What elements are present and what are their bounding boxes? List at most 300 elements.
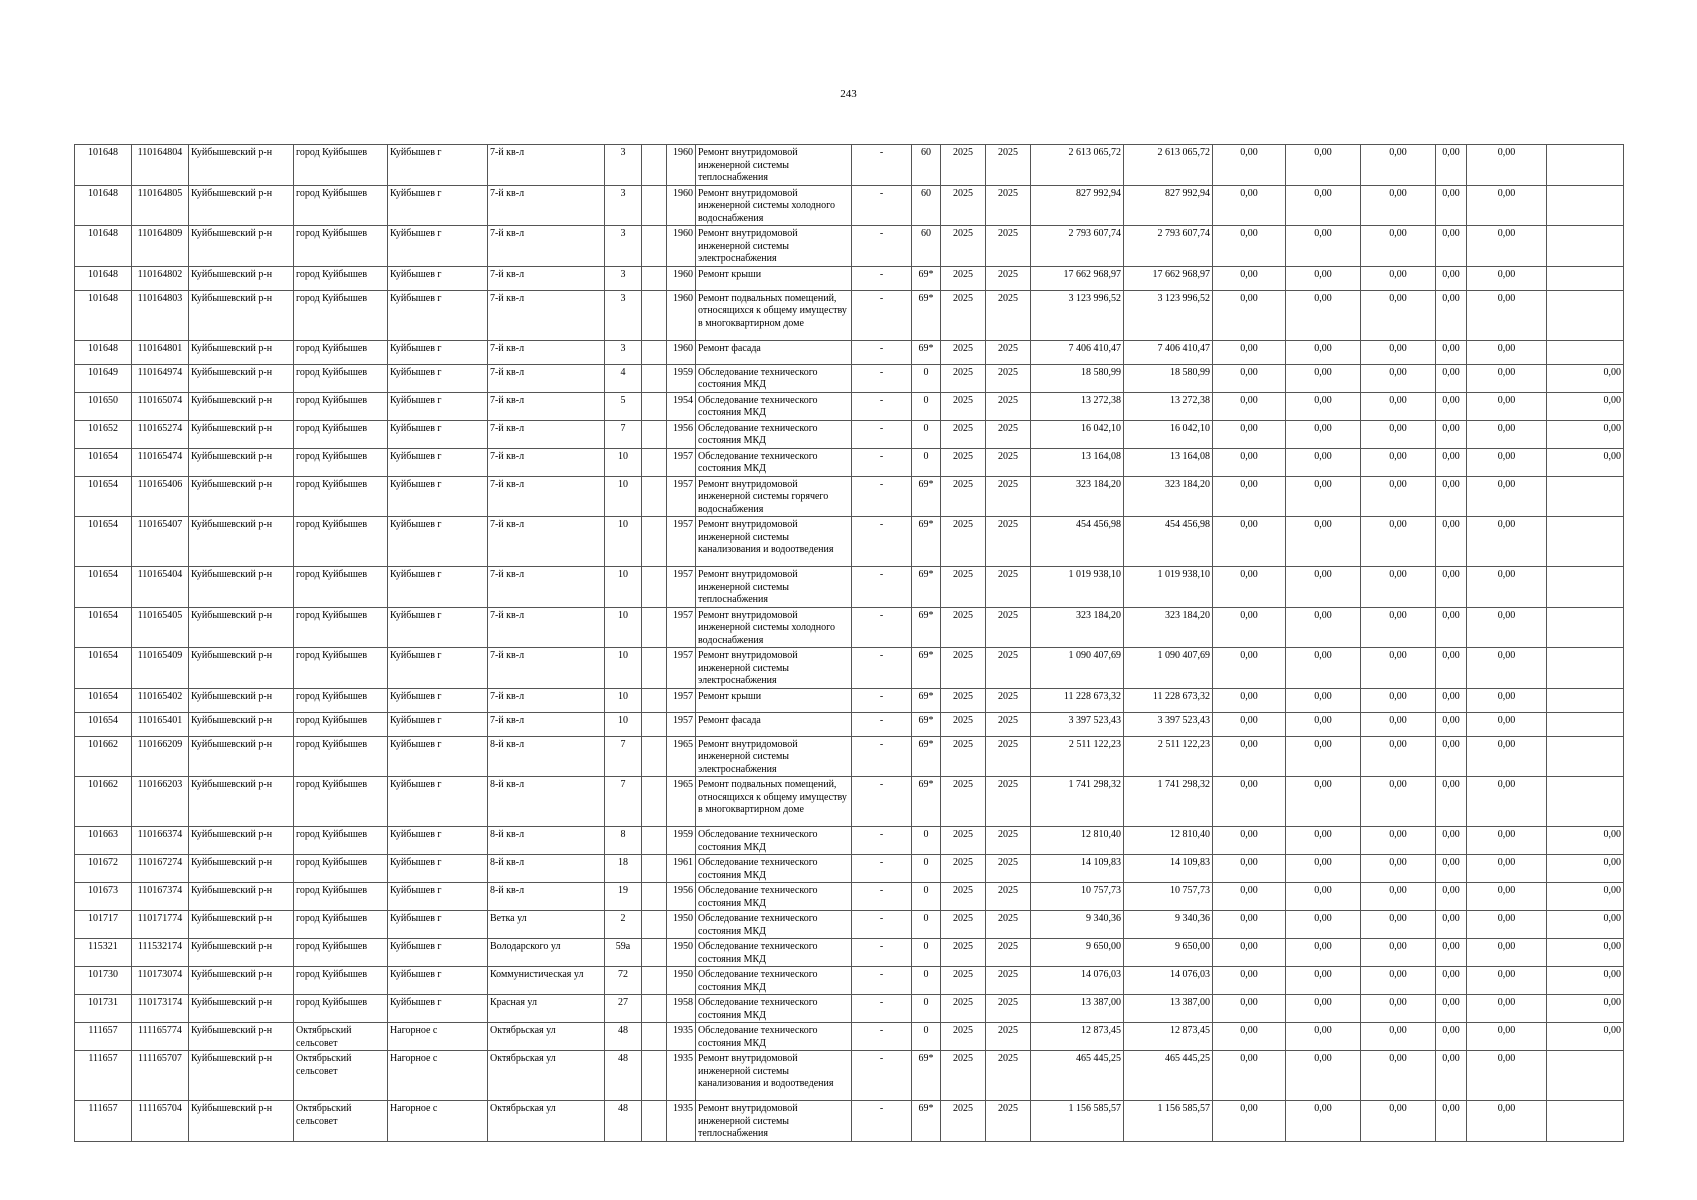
blank-cell: -: [852, 607, 912, 648]
street: Красная ул: [488, 995, 605, 1023]
building: [642, 340, 667, 364]
work-type: Обследование технического состояния МКД: [696, 392, 852, 420]
cost-column-6: [1547, 340, 1624, 364]
cost-column-5: 0,00: [1467, 736, 1547, 777]
cost-column-6: [1547, 266, 1624, 290]
total-cost: 2 511 122,23: [1031, 736, 1124, 777]
cost-column-1: 0,00: [1213, 340, 1286, 364]
year-end: 2025: [986, 145, 1031, 186]
year-start: 2025: [941, 420, 986, 448]
settlement: Куйбышев г: [388, 266, 488, 290]
district: Куйбышевский р-н: [189, 185, 294, 226]
object-id: 101717: [75, 911, 132, 939]
wear-percent: 0: [912, 1023, 941, 1051]
district: Куйбышевский р-н: [189, 340, 294, 364]
wear-percent: 69*: [912, 712, 941, 736]
total-cost: 14 109,83: [1031, 855, 1124, 883]
table-row: [75, 688, 1624, 712]
cost-column-4: 0,00: [1436, 448, 1467, 476]
building: [642, 517, 667, 567]
total-cost: 2 613 065,72: [1031, 145, 1124, 186]
total-cost: 454 456,98: [1031, 517, 1124, 567]
street: 8-й кв-л: [488, 736, 605, 777]
blank-cell: -: [852, 392, 912, 420]
blank-cell: -: [852, 1023, 912, 1051]
work-type: Ремонт внутридомовой инженерной системы канализования и водоотведения: [696, 1051, 852, 1101]
year-end: 2025: [986, 777, 1031, 827]
settlement: Куйбышев г: [388, 226, 488, 267]
year-start: 2025: [941, 939, 986, 967]
fund-cost: 14 076,03: [1124, 967, 1213, 995]
wear-percent: 0: [912, 939, 941, 967]
total-cost: 10 757,73: [1031, 883, 1124, 911]
table-row: [75, 1051, 1624, 1101]
district: Куйбышевский р-н: [189, 967, 294, 995]
cost-column-5: 0,00: [1467, 392, 1547, 420]
cost-column-1: 0,00: [1213, 266, 1286, 290]
municipality: Октябрьский сельсовет: [294, 1101, 388, 1142]
work-type: Обследование технического состояния МКД: [696, 827, 852, 855]
total-cost: 2 793 607,74: [1031, 226, 1124, 267]
settlement: Куйбышев г: [388, 364, 488, 392]
building: [642, 392, 667, 420]
municipality: город Куйбышев: [294, 827, 388, 855]
district: Куйбышевский р-н: [189, 607, 294, 648]
cost-column-2: 0,00: [1286, 736, 1361, 777]
fund-cost: 1 090 407,69: [1124, 648, 1213, 689]
fund-cost: 323 184,20: [1124, 607, 1213, 648]
wear-percent: 69*: [912, 688, 941, 712]
total-cost: 18 580,99: [1031, 364, 1124, 392]
work-type: Ремонт внутридомовой инженерной системы канализования и водоотведения: [696, 517, 852, 567]
cost-column-5: 0,00: [1467, 226, 1547, 267]
cost-column-2: 0,00: [1286, 911, 1361, 939]
street: 7-й кв-л: [488, 476, 605, 517]
year-start: 2025: [941, 883, 986, 911]
municipality: город Куйбышев: [294, 939, 388, 967]
work-id: 110164805: [132, 185, 189, 226]
table-row: [75, 855, 1624, 883]
cost-column-5: 0,00: [1467, 995, 1547, 1023]
cost-column-3: 0,00: [1361, 185, 1436, 226]
blank-cell: -: [852, 290, 912, 340]
cost-column-6: [1547, 226, 1624, 267]
settlement: Куйбышев г: [388, 145, 488, 186]
work-type: Обследование технического состояния МКД: [696, 364, 852, 392]
house-number: 19: [605, 883, 642, 911]
year-built: 1965: [667, 736, 696, 777]
blank-cell: -: [852, 777, 912, 827]
cost-column-1: 0,00: [1213, 827, 1286, 855]
municipality: город Куйбышев: [294, 364, 388, 392]
table-row: [75, 226, 1624, 267]
wear-percent: 0: [912, 911, 941, 939]
year-end: 2025: [986, 967, 1031, 995]
year-start: 2025: [941, 712, 986, 736]
cost-column-5: 0,00: [1467, 777, 1547, 827]
work-id: 110165406: [132, 476, 189, 517]
year-built: 1950: [667, 939, 696, 967]
year-built: 1957: [667, 476, 696, 517]
house-number: 7: [605, 736, 642, 777]
street: 8-й кв-л: [488, 827, 605, 855]
object-id: 101648: [75, 145, 132, 186]
cost-column-5: 0,00: [1467, 1023, 1547, 1051]
cost-column-6: [1547, 185, 1624, 226]
work-id: 110166203: [132, 777, 189, 827]
municipality: город Куйбышев: [294, 648, 388, 689]
cost-column-2: 0,00: [1286, 939, 1361, 967]
cost-column-3: 0,00: [1361, 883, 1436, 911]
street: Октябрьская ул: [488, 1101, 605, 1142]
cost-column-5: 0,00: [1467, 448, 1547, 476]
district: Куйбышевский р-н: [189, 266, 294, 290]
house-number: 8: [605, 827, 642, 855]
cost-column-4: 0,00: [1436, 939, 1467, 967]
blank-cell: -: [852, 476, 912, 517]
wear-percent: 0: [912, 392, 941, 420]
blank-cell: -: [852, 688, 912, 712]
cost-column-2: 0,00: [1286, 995, 1361, 1023]
house-number: 3: [605, 266, 642, 290]
district: Куйбышевский р-н: [189, 827, 294, 855]
year-built: 1960: [667, 340, 696, 364]
cost-column-1: 0,00: [1213, 226, 1286, 267]
cost-column-1: 0,00: [1213, 364, 1286, 392]
street: 7-й кв-л: [488, 290, 605, 340]
cost-column-1: 0,00: [1213, 185, 1286, 226]
district: Куйбышевский р-н: [189, 226, 294, 267]
fund-cost: 1 156 585,57: [1124, 1101, 1213, 1142]
work-type: Ремонт внутридомовой инженерной системы электроснабжения: [696, 648, 852, 689]
object-id: 111657: [75, 1101, 132, 1142]
year-start: 2025: [941, 648, 986, 689]
object-id: 101730: [75, 967, 132, 995]
cost-column-5: 0,00: [1467, 967, 1547, 995]
table-row: [75, 939, 1624, 967]
work-type: Ремонт внутридомовой инженерной системы электроснабжения: [696, 226, 852, 267]
fund-cost: 14 109,83: [1124, 855, 1213, 883]
work-id: 111165774: [132, 1023, 189, 1051]
blank-cell: -: [852, 145, 912, 186]
work-id: 111165707: [132, 1051, 189, 1101]
year-start: 2025: [941, 995, 986, 1023]
municipality: город Куйбышев: [294, 266, 388, 290]
wear-percent: 0: [912, 855, 941, 883]
blank-cell: -: [852, 420, 912, 448]
total-cost: 13 387,00: [1031, 995, 1124, 1023]
district: Куйбышевский р-н: [189, 290, 294, 340]
cost-column-1: 0,00: [1213, 290, 1286, 340]
cost-column-1: 0,00: [1213, 712, 1286, 736]
cost-column-1: 0,00: [1213, 883, 1286, 911]
work-id: 110164802: [132, 266, 189, 290]
total-cost: 11 228 673,32: [1031, 688, 1124, 712]
blank-cell: -: [852, 712, 912, 736]
building: [642, 939, 667, 967]
wear-percent: 69*: [912, 476, 941, 517]
year-start: 2025: [941, 266, 986, 290]
municipality: город Куйбышев: [294, 567, 388, 608]
cost-column-2: 0,00: [1286, 712, 1361, 736]
year-start: 2025: [941, 364, 986, 392]
settlement: Куйбышев г: [388, 736, 488, 777]
table-row: [75, 476, 1624, 517]
cost-column-2: 0,00: [1286, 266, 1361, 290]
object-id: 101662: [75, 736, 132, 777]
cost-column-1: 0,00: [1213, 517, 1286, 567]
house-number: 48: [605, 1023, 642, 1051]
table-row: [75, 392, 1624, 420]
cost-column-5: 0,00: [1467, 1051, 1547, 1101]
object-id: 115321: [75, 939, 132, 967]
year-end: 2025: [986, 392, 1031, 420]
cost-column-2: 0,00: [1286, 448, 1361, 476]
year-end: 2025: [986, 1023, 1031, 1051]
object-id: 101731: [75, 995, 132, 1023]
cost-column-6: [1547, 145, 1624, 186]
building: [642, 688, 667, 712]
year-end: 2025: [986, 855, 1031, 883]
year-start: 2025: [941, 1023, 986, 1051]
blank-cell: -: [852, 266, 912, 290]
cost-column-5: 0,00: [1467, 855, 1547, 883]
settlement: Куйбышев г: [388, 855, 488, 883]
object-id: 101654: [75, 607, 132, 648]
work-id: 110166374: [132, 827, 189, 855]
year-end: 2025: [986, 517, 1031, 567]
table-body: [75, 145, 1624, 1142]
cost-column-3: 0,00: [1361, 712, 1436, 736]
cost-column-4: 0,00: [1436, 712, 1467, 736]
cost-column-4: 0,00: [1436, 736, 1467, 777]
cost-column-3: 0,00: [1361, 340, 1436, 364]
cost-column-4: 0,00: [1436, 476, 1467, 517]
wear-percent: 60: [912, 145, 941, 186]
work-type: Ремонт внутридомовой инженерной системы холодного водоснабжения: [696, 185, 852, 226]
blank-cell: -: [852, 185, 912, 226]
cost-column-2: 0,00: [1286, 476, 1361, 517]
cost-column-6: [1547, 777, 1624, 827]
cost-column-6: [1547, 607, 1624, 648]
fund-cost: 1 019 938,10: [1124, 567, 1213, 608]
street: 7-й кв-л: [488, 364, 605, 392]
blank-cell: -: [852, 226, 912, 267]
year-start: 2025: [941, 855, 986, 883]
year-end: 2025: [986, 1101, 1031, 1142]
work-id: 110164974: [132, 364, 189, 392]
building: [642, 607, 667, 648]
municipality: Октябрьский сельсовет: [294, 1051, 388, 1101]
building: [642, 648, 667, 689]
municipality: город Куйбышев: [294, 290, 388, 340]
year-built: 1957: [667, 648, 696, 689]
cost-column-3: 0,00: [1361, 145, 1436, 186]
cost-column-4: 0,00: [1436, 995, 1467, 1023]
object-id: 101654: [75, 712, 132, 736]
cost-column-5: 0,00: [1467, 517, 1547, 567]
cost-column-1: 0,00: [1213, 939, 1286, 967]
year-start: 2025: [941, 226, 986, 267]
work-id: 110165405: [132, 607, 189, 648]
fund-cost: 13 272,38: [1124, 392, 1213, 420]
cost-column-2: 0,00: [1286, 340, 1361, 364]
work-id: 110164803: [132, 290, 189, 340]
building: [642, 827, 667, 855]
street: Володарского ул: [488, 939, 605, 967]
year-built: 1957: [667, 517, 696, 567]
fund-cost: 2 511 122,23: [1124, 736, 1213, 777]
work-id: 110171774: [132, 911, 189, 939]
work-id: 110165407: [132, 517, 189, 567]
cost-column-2: 0,00: [1286, 827, 1361, 855]
district: Куйбышевский р-н: [189, 777, 294, 827]
cost-column-2: 0,00: [1286, 420, 1361, 448]
cost-column-6: [1547, 688, 1624, 712]
cost-column-2: 0,00: [1286, 967, 1361, 995]
settlement: Куйбышев г: [388, 827, 488, 855]
street: 7-й кв-л: [488, 226, 605, 267]
blank-cell: -: [852, 364, 912, 392]
table-row: [75, 364, 1624, 392]
work-id: 110165274: [132, 420, 189, 448]
year-built: 1935: [667, 1051, 696, 1101]
settlement: Куйбышев г: [388, 995, 488, 1023]
table-row: [75, 607, 1624, 648]
blank-cell: -: [852, 855, 912, 883]
work-type: Ремонт фасада: [696, 340, 852, 364]
cost-column-4: 0,00: [1436, 1051, 1467, 1101]
total-cost: 17 662 968,97: [1031, 266, 1124, 290]
total-cost: 14 076,03: [1031, 967, 1124, 995]
building: [642, 967, 667, 995]
year-end: 2025: [986, 185, 1031, 226]
year-built: 1957: [667, 688, 696, 712]
cost-column-5: 0,00: [1467, 185, 1547, 226]
object-id: 101654: [75, 517, 132, 567]
table-row: [75, 448, 1624, 476]
cost-column-6: 0,00: [1547, 883, 1624, 911]
blank-cell: -: [852, 567, 912, 608]
settlement: Нагорное с: [388, 1023, 488, 1051]
municipality: город Куйбышев: [294, 476, 388, 517]
work-type: Ремонт внутридомовой инженерной системы теплоснабжения: [696, 145, 852, 186]
building: [642, 1051, 667, 1101]
municipality: город Куйбышев: [294, 340, 388, 364]
cost-column-1: 0,00: [1213, 1023, 1286, 1051]
building: [642, 712, 667, 736]
cost-column-4: 0,00: [1436, 517, 1467, 567]
municipality: город Куйбышев: [294, 607, 388, 648]
cost-column-1: 0,00: [1213, 967, 1286, 995]
house-number: 59а: [605, 939, 642, 967]
fund-cost: 3 123 996,52: [1124, 290, 1213, 340]
building: [642, 364, 667, 392]
cost-column-3: 0,00: [1361, 939, 1436, 967]
cost-column-3: 0,00: [1361, 827, 1436, 855]
total-cost: 12 810,40: [1031, 827, 1124, 855]
street: Октябрьская ул: [488, 1023, 605, 1051]
work-type: Обследование технического состояния МКД: [696, 1023, 852, 1051]
house-number: 10: [605, 712, 642, 736]
municipality: Октябрьский сельсовет: [294, 1023, 388, 1051]
page-number: 243: [840, 88, 857, 100]
cost-column-3: 0,00: [1361, 911, 1436, 939]
total-cost: 12 873,45: [1031, 1023, 1124, 1051]
cost-column-3: 0,00: [1361, 777, 1436, 827]
cost-column-5: 0,00: [1467, 340, 1547, 364]
total-cost: 13 272,38: [1031, 392, 1124, 420]
house-number: 7: [605, 777, 642, 827]
cost-column-4: 0,00: [1436, 911, 1467, 939]
wear-percent: 69*: [912, 607, 941, 648]
work-id: 110167374: [132, 883, 189, 911]
cost-column-5: 0,00: [1467, 939, 1547, 967]
year-start: 2025: [941, 736, 986, 777]
work-id: 110164801: [132, 340, 189, 364]
table-row: [75, 883, 1624, 911]
cost-column-3: 0,00: [1361, 226, 1436, 267]
wear-percent: 0: [912, 995, 941, 1023]
settlement: Куйбышев г: [388, 712, 488, 736]
fund-cost: 11 228 673,32: [1124, 688, 1213, 712]
total-cost: 13 164,08: [1031, 448, 1124, 476]
settlement: Куйбышев г: [388, 476, 488, 517]
cost-column-3: 0,00: [1361, 648, 1436, 689]
year-end: 2025: [986, 995, 1031, 1023]
cost-column-6: [1547, 1051, 1624, 1101]
cost-column-5: 0,00: [1467, 883, 1547, 911]
total-cost: 3 397 523,43: [1031, 712, 1124, 736]
work-id: 110173074: [132, 967, 189, 995]
table-row: [75, 420, 1624, 448]
wear-percent: 69*: [912, 777, 941, 827]
year-end: 2025: [986, 226, 1031, 267]
work-id: 110165074: [132, 392, 189, 420]
object-id: 101663: [75, 827, 132, 855]
year-end: 2025: [986, 607, 1031, 648]
work-type: Обследование технического состояния МКД: [696, 448, 852, 476]
cost-column-2: 0,00: [1286, 607, 1361, 648]
total-cost: 323 184,20: [1031, 607, 1124, 648]
object-id: 101654: [75, 567, 132, 608]
year-start: 2025: [941, 392, 986, 420]
cost-column-2: 0,00: [1286, 648, 1361, 689]
settlement: Куйбышев г: [388, 448, 488, 476]
cost-column-6: [1547, 517, 1624, 567]
street: 8-й кв-л: [488, 777, 605, 827]
wear-percent: 0: [912, 448, 941, 476]
year-built: 1960: [667, 290, 696, 340]
total-cost: 1 741 298,32: [1031, 777, 1124, 827]
house-number: 10: [605, 648, 642, 689]
building: [642, 911, 667, 939]
house-number: 10: [605, 476, 642, 517]
year-built: 1961: [667, 855, 696, 883]
district: Куйбышевский р-н: [189, 1023, 294, 1051]
work-type: Обследование технического состояния МКД: [696, 883, 852, 911]
street: 7-й кв-л: [488, 185, 605, 226]
cost-column-3: 0,00: [1361, 448, 1436, 476]
building: [642, 736, 667, 777]
cost-column-3: 0,00: [1361, 995, 1436, 1023]
object-id: 101648: [75, 226, 132, 267]
street: 7-й кв-л: [488, 607, 605, 648]
district: Куйбышевский р-н: [189, 392, 294, 420]
year-start: 2025: [941, 567, 986, 608]
year-start: 2025: [941, 688, 986, 712]
work-id: 110164804: [132, 145, 189, 186]
